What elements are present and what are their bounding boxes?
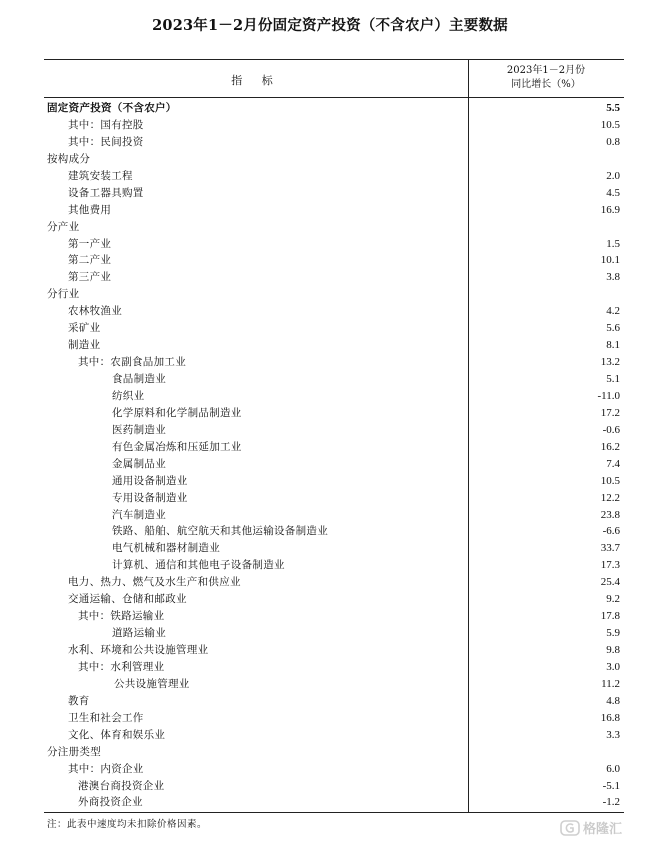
row-value: 17.3 bbox=[600, 559, 620, 572]
row-value: 5.6 bbox=[606, 322, 620, 335]
row-label: 其中：农副食品加工业 bbox=[78, 356, 186, 369]
table-row bbox=[44, 151, 624, 168]
watermark bbox=[560, 818, 622, 837]
row-label: 水利、环境和公共设施管理业 bbox=[68, 644, 209, 656]
row-label: 有色金属冶炼和压延加工业 bbox=[112, 440, 242, 453]
table-row bbox=[44, 659, 624, 676]
table-top-rule bbox=[44, 59, 624, 60]
table-row bbox=[44, 490, 624, 507]
row-value: 9.2 bbox=[606, 593, 620, 606]
row-label: 固定资产投资（不含农户） bbox=[47, 102, 177, 114]
row-label: 食品制造业 bbox=[112, 373, 166, 385]
row-label: 分行业 bbox=[47, 288, 80, 301]
table-row bbox=[44, 540, 624, 557]
table-row bbox=[44, 473, 624, 490]
row-value: -11.0 bbox=[597, 389, 620, 402]
table-row bbox=[44, 778, 624, 795]
row-value: 5.5 bbox=[606, 102, 620, 114]
row-value: 5.1 bbox=[606, 373, 620, 385]
table-row bbox=[44, 405, 624, 422]
row-value: 23.8 bbox=[600, 508, 620, 521]
row-value: 16.9 bbox=[600, 203, 620, 216]
row-label: 港澳台商投资企业 bbox=[78, 779, 165, 792]
row-label: 铁路、船舶、航空航天和其他运输设备制造业 bbox=[112, 525, 328, 538]
row-value: 6.0 bbox=[606, 762, 620, 775]
row-value: 10.5 bbox=[600, 474, 620, 487]
row-value: 5.9 bbox=[606, 627, 620, 640]
table-row bbox=[44, 591, 624, 608]
row-label: 电力、热力、燃气及水生产和供应业 bbox=[68, 576, 241, 589]
row-label: 纺织业 bbox=[112, 389, 145, 402]
table-row bbox=[44, 185, 624, 202]
row-label: 农林牧渔业 bbox=[68, 305, 122, 318]
row-value: 2.0 bbox=[606, 169, 620, 182]
row-value: 17.8 bbox=[600, 610, 620, 623]
table-bottom-rule bbox=[44, 812, 624, 813]
footnote: 注：此表中速度均未扣除价格因素。 bbox=[47, 819, 208, 830]
header-period: 2023年1－2月份 bbox=[506, 65, 586, 76]
row-value: 16.2 bbox=[600, 440, 620, 453]
table-row bbox=[44, 117, 624, 134]
row-value: 13.2 bbox=[600, 356, 620, 369]
row-value: -0.6 bbox=[602, 423, 620, 436]
table-row bbox=[44, 439, 624, 456]
table-row bbox=[44, 371, 624, 388]
row-label: 采矿业 bbox=[68, 322, 101, 335]
row-label: 化学原料和化学制品制造业 bbox=[112, 406, 242, 419]
glh-logo-icon bbox=[560, 820, 580, 836]
table-row bbox=[44, 320, 624, 337]
table-row bbox=[44, 676, 624, 693]
row-label: 其中：铁路运输业 bbox=[78, 610, 165, 623]
row-label: 其中：水利管理业 bbox=[78, 660, 165, 673]
row-value: 3.8 bbox=[606, 271, 620, 284]
table-row bbox=[44, 642, 624, 659]
table-row bbox=[44, 761, 624, 778]
row-label: 外商投资企业 bbox=[78, 796, 143, 809]
table-row bbox=[44, 744, 624, 761]
row-label: 其他费用 bbox=[68, 203, 112, 216]
table-row bbox=[44, 100, 624, 117]
row-value: -5.1 bbox=[602, 779, 620, 792]
row-label: 分产业 bbox=[47, 220, 80, 233]
row-label: 汽车制造业 bbox=[112, 508, 166, 521]
table-row bbox=[44, 625, 624, 642]
table-row bbox=[44, 269, 624, 286]
table-row bbox=[44, 286, 624, 303]
row-value: 7.4 bbox=[606, 457, 620, 470]
table-row bbox=[44, 168, 624, 185]
row-label: 通用设备制造业 bbox=[112, 474, 188, 487]
row-value: 17.2 bbox=[600, 406, 620, 419]
row-value: 4.8 bbox=[606, 694, 620, 707]
table-row bbox=[44, 202, 624, 219]
row-label: 第二产业 bbox=[68, 254, 112, 267]
page-title: 2023年1－2月份固定资产投资（不含农户）主要数据 bbox=[152, 17, 508, 34]
row-label: 医药制造业 bbox=[112, 423, 166, 436]
data-table bbox=[44, 100, 624, 811]
row-label: 教育 bbox=[68, 694, 90, 707]
table-row bbox=[44, 219, 624, 236]
table-row bbox=[44, 557, 624, 574]
table-row bbox=[44, 337, 624, 354]
row-value: 33.7 bbox=[600, 542, 620, 555]
table-row bbox=[44, 523, 624, 540]
row-value: 10.1 bbox=[600, 254, 620, 267]
row-value: 8.1 bbox=[606, 339, 620, 352]
table-row bbox=[44, 574, 624, 591]
header-growth bbox=[468, 64, 624, 92]
row-label: 制造业 bbox=[68, 339, 101, 352]
row-label: 其中：国有控股 bbox=[68, 118, 144, 131]
row-value: 4.5 bbox=[606, 186, 620, 199]
table-header-rule bbox=[44, 97, 624, 98]
row-value: -6.6 bbox=[602, 525, 620, 538]
table-row bbox=[44, 134, 624, 151]
row-label: 金属制品业 bbox=[112, 457, 166, 470]
header-growth-label: 同比增长（%） bbox=[511, 79, 581, 90]
table-row bbox=[44, 608, 624, 625]
row-value: 9.8 bbox=[606, 644, 620, 656]
row-value: 12.2 bbox=[600, 491, 620, 504]
header-indicator: 指 标 bbox=[231, 74, 281, 87]
table-row bbox=[44, 252, 624, 269]
row-value: 3.0 bbox=[606, 660, 620, 673]
row-label: 设备工器具购置 bbox=[68, 186, 144, 199]
row-label: 其中：民间投资 bbox=[68, 135, 144, 148]
table-row bbox=[44, 303, 624, 320]
row-label: 文化、体育和娱乐业 bbox=[68, 728, 166, 741]
row-label: 交通运输、仓储和邮政业 bbox=[68, 593, 187, 606]
table-row bbox=[44, 236, 624, 253]
row-value: 16.8 bbox=[600, 711, 620, 724]
table-row bbox=[44, 388, 624, 405]
row-value: -1.2 bbox=[602, 796, 620, 809]
row-label: 建筑安装工程 bbox=[68, 169, 133, 182]
row-label: 计算机、通信和其他电子设备制造业 bbox=[112, 559, 285, 572]
row-value: 10.5 bbox=[600, 118, 620, 131]
table-row bbox=[44, 422, 624, 439]
row-value: 25.4 bbox=[600, 576, 620, 589]
table-row bbox=[44, 507, 624, 524]
row-label: 卫生和社会工作 bbox=[68, 711, 144, 724]
table-row bbox=[44, 354, 624, 371]
row-label: 按构成分 bbox=[47, 152, 91, 165]
row-label: 道路运输业 bbox=[112, 627, 166, 640]
row-label: 其中：内资企业 bbox=[68, 762, 144, 775]
row-value: 1.5 bbox=[606, 237, 620, 250]
row-value: 11.2 bbox=[601, 677, 620, 690]
row-label: 专用设备制造业 bbox=[112, 491, 188, 504]
row-value: 4.2 bbox=[606, 305, 620, 318]
table-row bbox=[44, 710, 624, 727]
table-row bbox=[44, 456, 624, 473]
table-row bbox=[44, 794, 624, 811]
row-label: 电气机械和器材制造业 bbox=[112, 542, 220, 555]
row-value: 0.8 bbox=[606, 135, 620, 148]
row-label: 公共设施管理业 bbox=[114, 677, 190, 690]
row-label: 第一产业 bbox=[68, 237, 112, 250]
row-value: 3.3 bbox=[606, 728, 620, 741]
watermark-text: 格隆汇 bbox=[583, 822, 623, 837]
row-label: 分注册类型 bbox=[47, 745, 101, 758]
table-row bbox=[44, 727, 624, 744]
table-row bbox=[44, 693, 624, 710]
row-label: 第三产业 bbox=[68, 271, 112, 284]
